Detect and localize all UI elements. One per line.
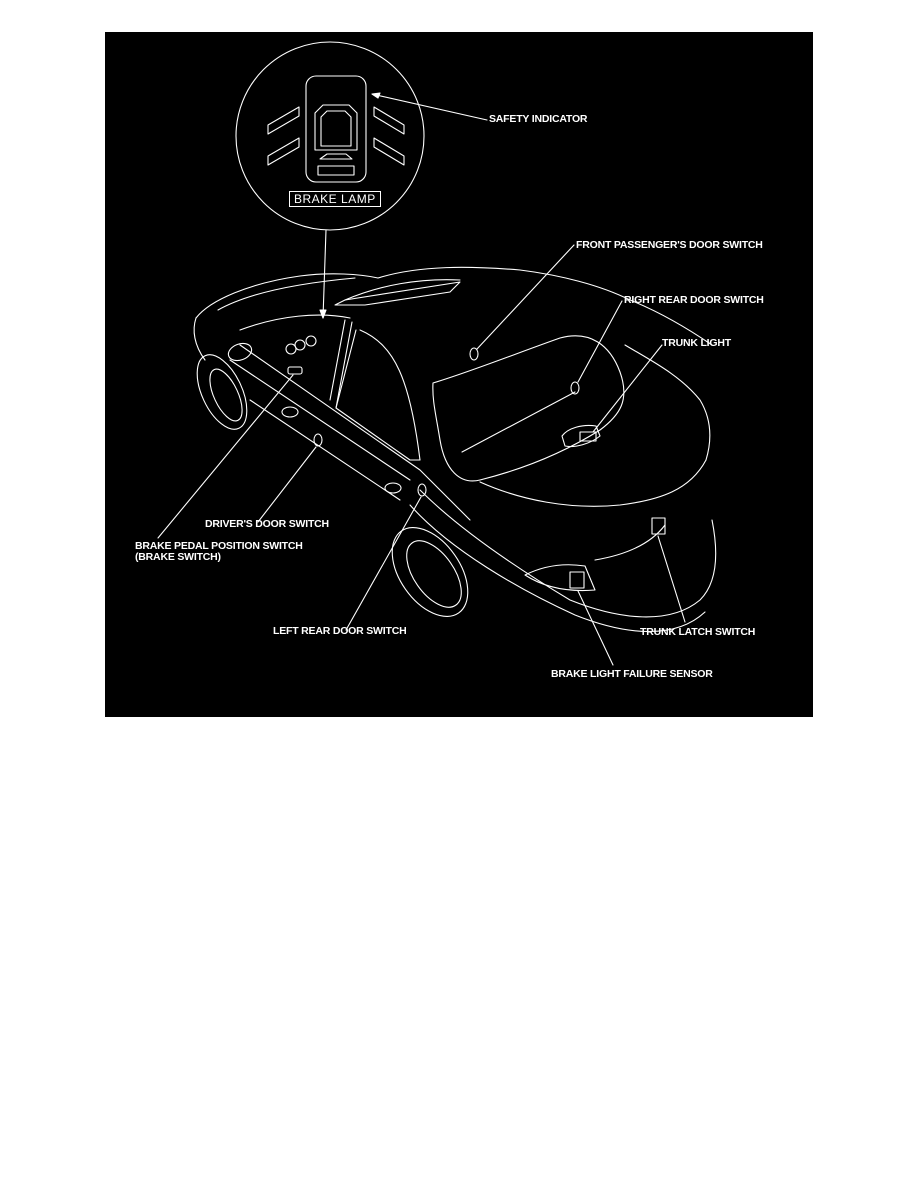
trunk-latch-switch-marker (652, 518, 665, 534)
car-component-locator-drawing (105, 32, 813, 717)
label-trunk-latch-switch: TRUNK LATCH SWITCH (640, 626, 756, 638)
brake-lamp-label: BRAKE LAMP (289, 191, 381, 207)
label-drivers-door-switch: DRIVER'S DOOR SWITCH (205, 518, 329, 530)
diagram-panel (105, 32, 813, 717)
drivers-door-switch-marker (314, 434, 322, 446)
brake-pedal-switch-marker (288, 367, 302, 374)
label-brake-light-failure-sensor: BRAKE LIGHT FAILURE SENSOR (551, 668, 713, 680)
label-front-passenger-door-switch: FRONT PASSENGER'S DOOR SWITCH (576, 239, 763, 251)
front-passenger-door-switch-marker (470, 348, 478, 360)
label-brake-pedal-line2: (BRAKE SWITCH) (135, 551, 221, 563)
label-right-rear-door-switch: RIGHT REAR DOOR SWITCH (624, 294, 764, 306)
car-body-outline (187, 267, 716, 631)
left-rear-door-switch-marker (418, 484, 426, 496)
label-safety-indicator: SAFETY INDICATOR (489, 113, 588, 125)
trunk-light-housing (562, 425, 600, 446)
label-brake-pedal-line1: BRAKE PEDAL POSITION SWITCH (135, 540, 303, 552)
leader-lines (158, 245, 685, 665)
component-markers (288, 348, 665, 588)
label-trunk-light: TRUNK LIGHT (662, 337, 731, 349)
brake-light-failure-sensor-marker (570, 572, 584, 588)
safety-indicator-icon (268, 76, 404, 182)
label-brake-pedal-position-switch (135, 541, 303, 563)
label-left-rear-door-switch: LEFT REAR DOOR SWITCH (273, 625, 407, 637)
